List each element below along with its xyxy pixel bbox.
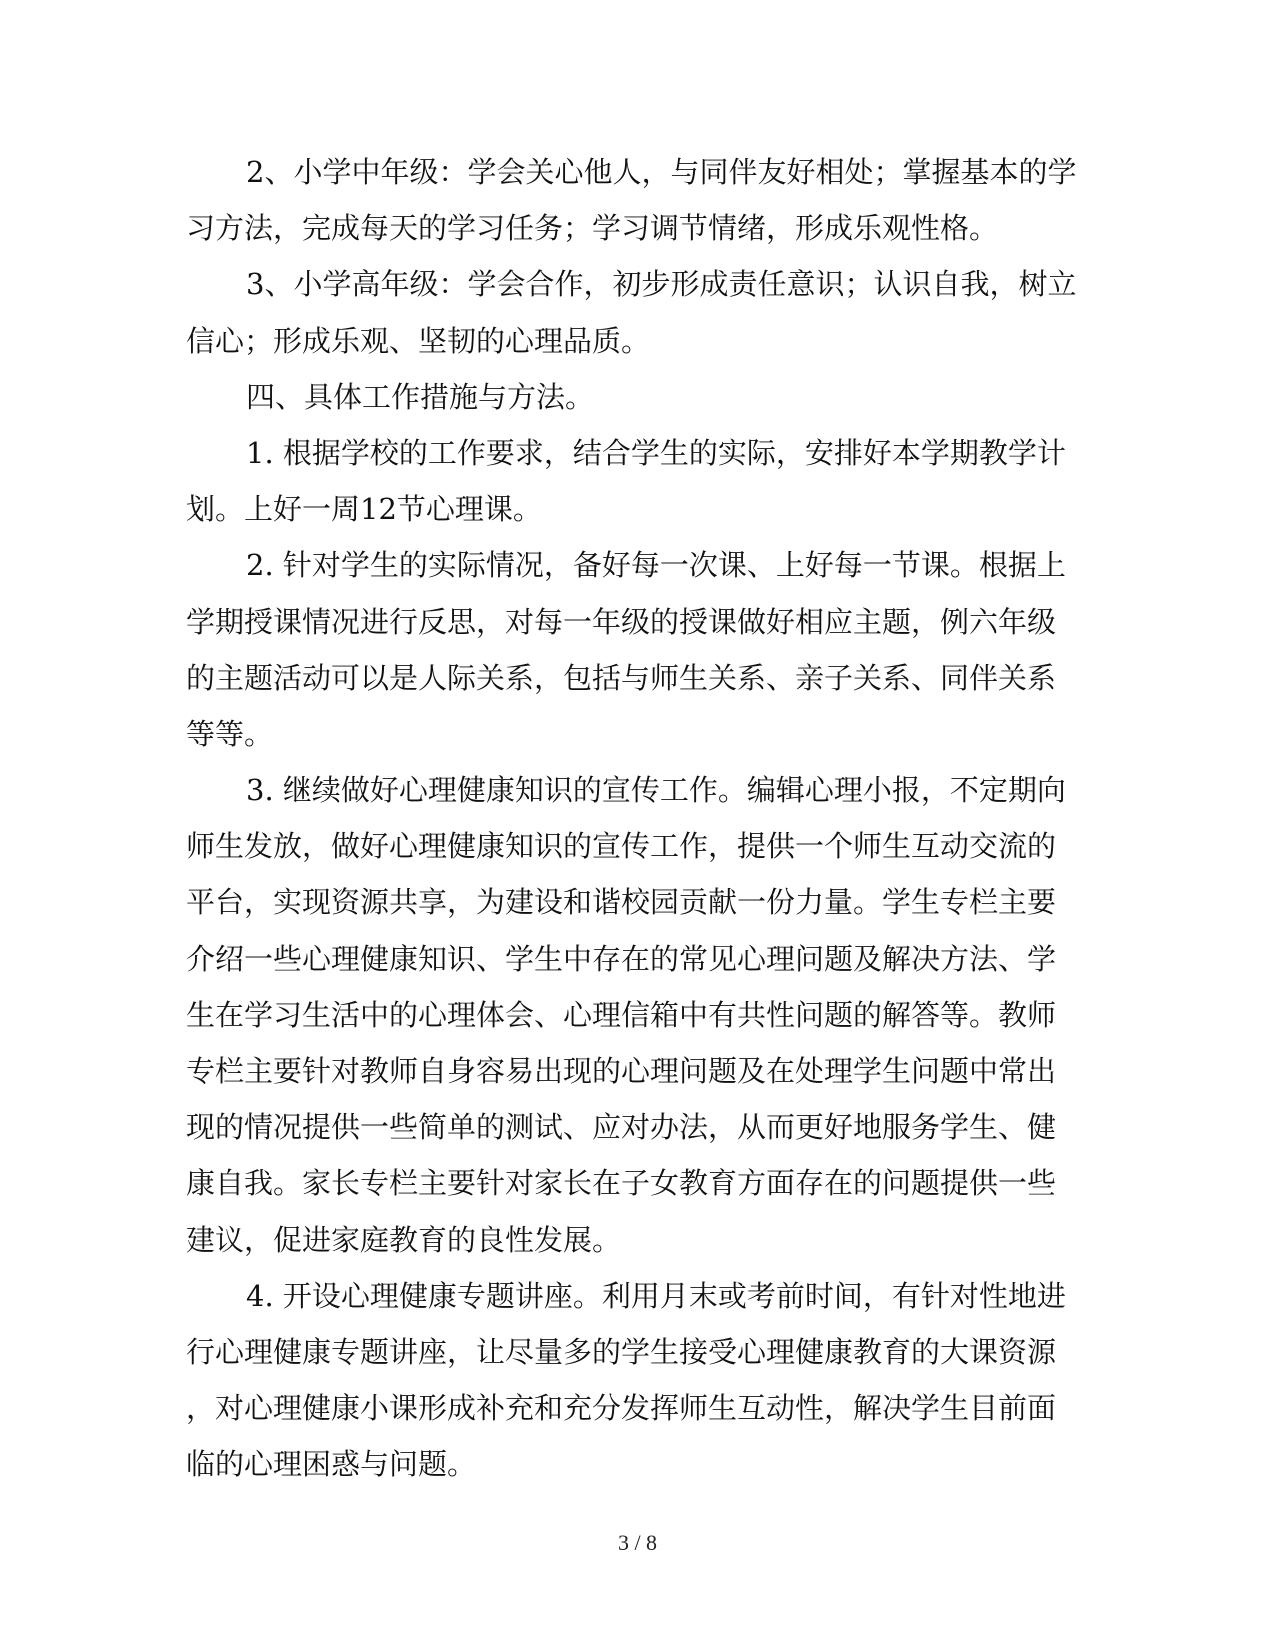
text-line: 康自我。家长专栏主要针对家长在子女教育方面存在的问题提供一些: [186, 1166, 1057, 1201]
text-line: 4. 开设心理健康专题讲座。利用月末或考前时间，有针对性地进: [246, 1278, 1066, 1313]
text-line: 建议，促进家庭教育的良性发展。: [186, 1222, 622, 1257]
text-line: ，对心理健康小课形成补充和充分发挥师生互动性，解决学生目前面: [186, 1391, 1057, 1426]
text-line: 1. 根据学校的工作要求，结合学生的实际，安排好本学期教学计: [246, 435, 1066, 470]
text-line: 3、小学高年级：学会合作，初步形成责任意识；认识自我，树立: [246, 267, 1077, 302]
page-number: 3 / 8: [617, 1530, 658, 1555]
text-line: 平台，实现资源共享，为建设和谐校园贡献一份力量。学生专栏主要: [186, 885, 1057, 920]
paragraph: [186, 1268, 1066, 1493]
text-line: 划。上好一周12节心理课。: [186, 492, 542, 527]
text-line: 专栏主要针对教师自身容易出现的心理问题及在处理学生问题中常出: [186, 1054, 1057, 1088]
text-line: 的主题活动可以是人际关系，包括与师生关系、亲子关系、同伴关系: [186, 660, 1057, 695]
paragraph: [186, 537, 1066, 762]
text-line: 临的心理困惑与问题。: [186, 1447, 477, 1482]
paragraph: [186, 144, 1077, 256]
text-line: 等等。: [186, 716, 274, 751]
text-line: 师生发放，做好心理健康知识的宣传工作，提供一个师生互动交流的: [186, 829, 1057, 864]
text-line: 2、小学中年级：学会关心他人，与同伴友好相处；掌握基本的学: [246, 155, 1077, 189]
paragraph: [186, 762, 1066, 1268]
text-line: 四、具体工作措施与方法。: [246, 379, 595, 414]
text-line: 学期授课情况进行反思，对每一年级的授课做好相应主题，例六年级: [186, 604, 1057, 639]
body-text: [186, 144, 1077, 1493]
text-line: 生在学习生活中的心理体会、心理信箱中有共性问题的解答等。教师: [186, 997, 1057, 1032]
text-line: 信心；形成乐观、坚韧的心理品质。: [186, 323, 651, 358]
section-heading: [186, 369, 1066, 425]
text-line: 现的情况提供一些简单的测试、应对办法，从而更好地服务学生、健: [186, 1110, 1057, 1145]
text-line: 行心理健康专题讲座，让尽量多的学生接受心理健康教育的大课资源: [186, 1334, 1057, 1369]
text-line: 3. 继续做好心理健康知识的宣传工作。编辑心理小报，不定期向: [246, 773, 1066, 808]
text-line: 2. 针对学生的实际情况，备好每一次课、上好每一节课。根据上: [246, 548, 1066, 583]
paragraph: [186, 425, 1066, 537]
paragraph: [186, 256, 1077, 368]
text-line: 介绍一些心理健康知识、学生中存在的常见心理问题及解决方法、学: [186, 941, 1057, 976]
text-line: 习方法，完成每天的学习任务；学习调节情绪，形成乐观性格。: [186, 211, 999, 246]
